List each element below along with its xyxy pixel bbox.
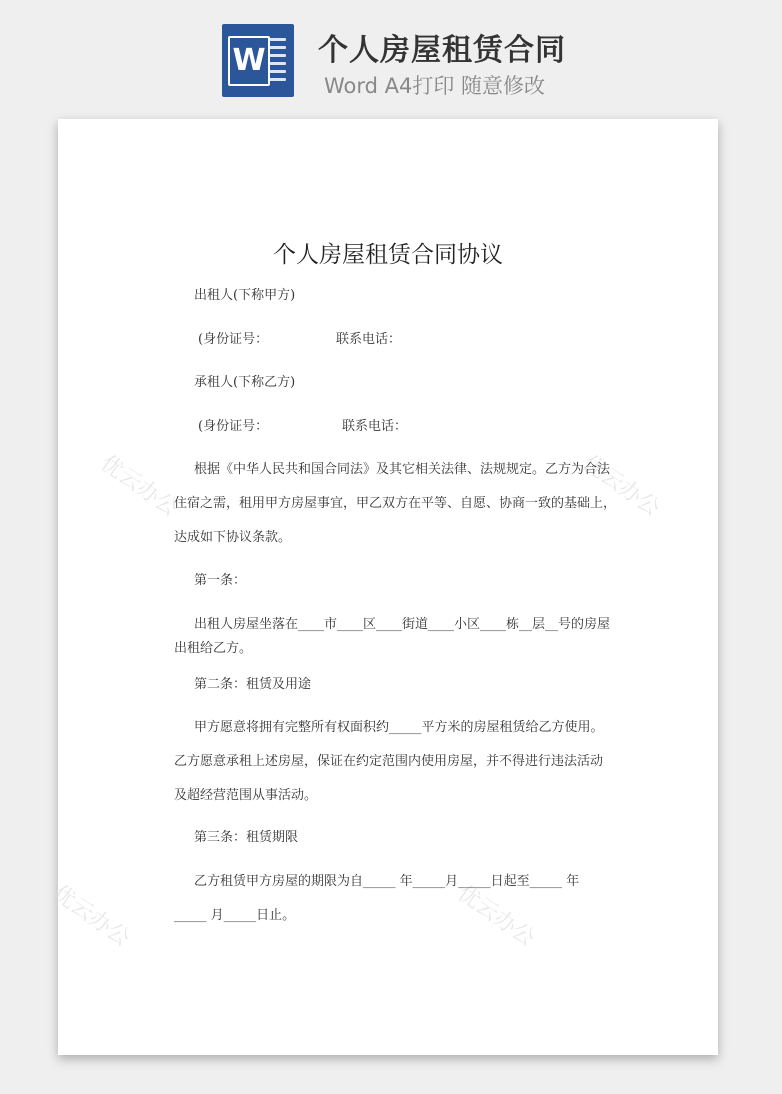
article-2-line-3: 及超经营范围从事活动。 [174,788,318,803]
lessor-phone-label: 联系电话： [336,332,402,347]
intro-line-1: 根据《中华人民共和国合同法》及其它相关法律、法规规定。乙方为合法 [194,462,611,477]
document-title: 个人房屋租赁合同协议 [273,242,503,268]
watermark: 优云办公 [95,450,183,522]
article-3-title: 第三条：租赁期限 [194,830,299,845]
article-2-line-1: 甲方愿意将拥有完整所有权面积约_____平方米的房屋租赁给乙方使用。 [194,720,604,735]
word-icon [222,24,294,97]
lessor-line: 出租人(下称甲方) [194,288,296,303]
watermark: 优云办公 [577,450,665,522]
banner-title: 个人房屋租赁合同 [318,33,566,68]
article-2-title: 第二条：租赁及用途 [194,677,312,692]
lessee-line: 承租人(下称乙方) [194,375,296,390]
document-page [47,119,718,1055]
article-1-line-2: 出租给乙方。 [174,641,253,656]
lessee-id-label: (身份证号： [198,419,269,434]
intro-line-3: 达成如下协议条款。 [174,530,292,545]
article-2-line-2: 乙方愿意承租上述房屋，保证在约定范围内使用房屋，并不得进行违法活动 [174,754,604,769]
article-3-line-1: 乙方租赁甲方房屋的期限为自_____ 年_____月_____日起至_____ 年 [194,874,580,889]
intro-line-2: 住宿之需，租用甲方房屋事宜，甲乙双方在平等、自愿、协商一致的基础上， [174,496,617,511]
watermark: 优云办公 [452,880,540,952]
article-3-line-2: _____ 月_____日止。 [174,908,296,923]
banner-subtitle: Word A4打印 随意修改 [324,74,546,98]
watermark: 优云办公 [47,880,135,952]
banner [0,0,774,110]
lessor-id-label: (身份证号： [198,332,269,347]
word-logo-letter: W [228,36,270,86]
lessee-phone-label: 联系电话： [342,419,408,434]
article-1-line-1: 出租人房屋坐落在____市____区____街道____小区____栋__层__号的房屋 [194,617,611,632]
article-1-title: 第一条： [194,573,247,588]
